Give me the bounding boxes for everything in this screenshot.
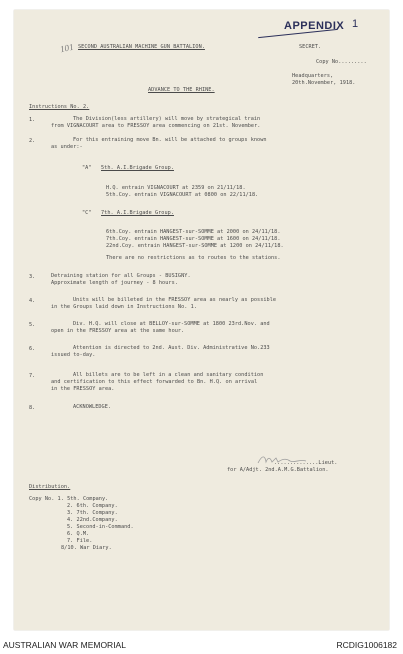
para-line: Div. H.Q. will close at BELLOY-sur-SOMME at 1800 23rd.Nov. and <box>73 321 270 327</box>
para-line: Units will be billeted in the FRESSOY area as nearly as possible <box>73 297 277 303</box>
para-number: 6. <box>29 346 36 352</box>
para-number: 2. <box>29 138 36 144</box>
appendix-stamp: APPENDIX <box>284 20 345 32</box>
para-number: 7. <box>29 373 36 379</box>
para-line: All billets are to be left in a clean and sanitary condition <box>73 372 264 378</box>
para-line: Approximate length of journey - 8 hours. <box>51 280 178 286</box>
copy-number: Copy No......... <box>316 59 367 65</box>
para-line: For this entraining move Bn. will be attached to groups known <box>73 137 267 143</box>
para-line: Attention is directed to 2nd. Aust. Div. Administrative No.233 <box>73 345 270 351</box>
distribution-item: 5. Second-in-Command. <box>67 524 134 530</box>
distribution-item: 4. 22nd.Company. <box>67 517 118 523</box>
para-line: and certification to this effect forwarded to Bn. H.Q. on arrival <box>51 379 258 385</box>
distribution-heading: Distribution. <box>29 484 71 490</box>
entrain-line: 22nd.Coy. entrain HANGEST-sur-SOMME at 1200 on 24/11/18. <box>106 243 284 249</box>
para-number: 8. <box>29 405 36 411</box>
entrain-line: 6th.Coy. entrain HANGEST-sur-SOMME at 2000 on 24/11/18. <box>106 229 281 235</box>
distribution-item: 2. 6th. Company. <box>67 503 118 509</box>
para-line: open in the FRESSOY area at the same hour. <box>51 328 185 334</box>
group-label: "C" <box>82 210 92 216</box>
acknowledge: ACKNOWLEDGE. <box>73 404 112 410</box>
pencil-page-number: 101 <box>59 41 75 55</box>
classification: SECRET. <box>299 44 322 50</box>
para-line: in the Groups laid down in Instructions No. 1. <box>51 304 197 310</box>
distribution-item: 3. 7th. Company. <box>67 510 118 516</box>
group-title: 7th. A.I.Brigade Group. <box>101 210 174 216</box>
para-line: as under:- <box>51 144 83 150</box>
para-line: from VIGNACOURT area to FRESSOY area commencing on 21st. November. <box>51 123 261 129</box>
instructions-heading: Instructions No. 2. <box>29 104 90 110</box>
appendix-number: 1 <box>352 18 359 30</box>
document-title: ADVANCE TO THE RHINE. <box>148 87 215 93</box>
unit-heading: SECOND AUSTRALIAN MACHINE GUN BATTALION. <box>78 44 205 50</box>
group-label: "A" <box>82 165 92 171</box>
document-page <box>14 10 389 630</box>
para-number: 1. <box>29 117 36 123</box>
location: Headquarters, <box>292 73 334 79</box>
archive-credit: AUSTRALIAN WAR MEMORIAL <box>3 640 126 650</box>
distribution-item: 8/10. War Diary. <box>61 545 112 551</box>
group-title: 5th. A.I.Brigade Group. <box>101 165 174 171</box>
signature-title: for A/Adjt. 2nd.A.M.G.Battalion. <box>227 467 329 473</box>
para-number: 4. <box>29 298 36 304</box>
para-number: 5. <box>29 322 36 328</box>
distribution-item: 7. File. <box>67 538 93 544</box>
para-line: issued to-day. <box>51 352 96 358</box>
entrain-line: H.Q. entrain VIGNACOURT at 2359 on 21/11/18. <box>106 185 246 191</box>
entrain-line: 7th.Coy. entrain HANGEST-sur-SOMME at 1600 on 24/11/18. <box>106 236 281 242</box>
route-note: There are no restrictions as to routes to the stations. <box>106 255 281 261</box>
para-line: The Division(less artillery) will move by strategical train <box>73 116 261 122</box>
document-date: 20th.November, 1918. <box>292 80 356 86</box>
entrain-line: 5th.Coy. entrain VIGNACOURT at 0800 on 22/11/18. <box>106 192 259 198</box>
archive-id: RCDIG1006182 <box>336 640 397 650</box>
para-line: in the FRESSOY area. <box>51 386 115 392</box>
para-line: Detraining station for all Groups - BUSIGNY. <box>51 273 191 279</box>
signature-line: ..............Lieut. <box>274 460 338 466</box>
para-number: 3. <box>29 274 36 280</box>
distribution-item: 6. Q.M. <box>67 531 90 537</box>
distribution-item: Copy No. 1. 5th. Company. <box>29 496 109 502</box>
